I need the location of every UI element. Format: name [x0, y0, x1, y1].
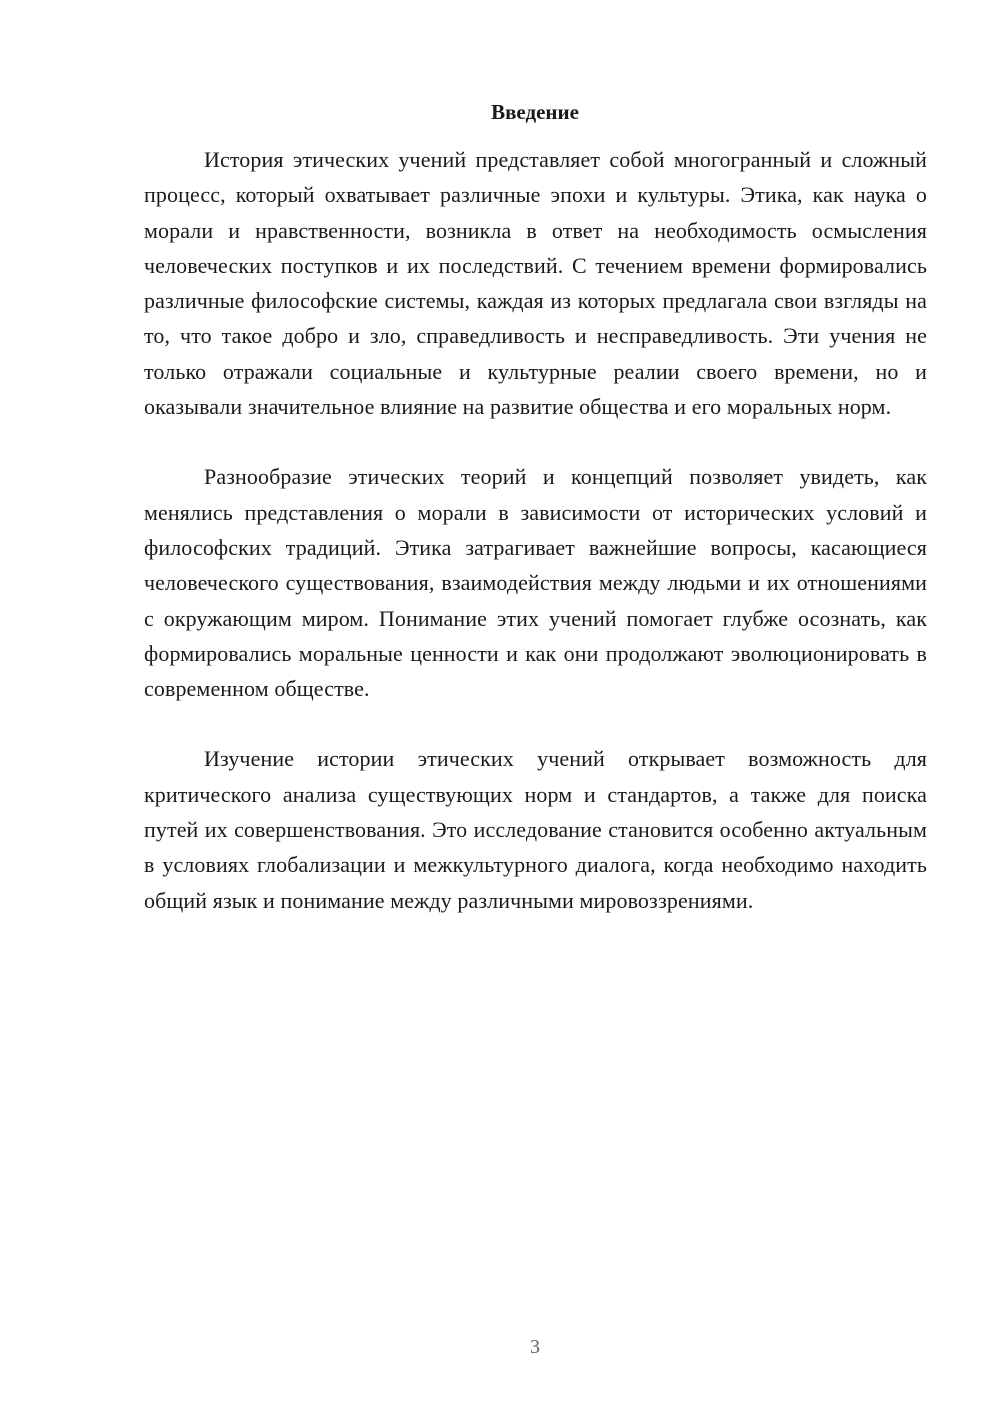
page-number: 3: [530, 1336, 540, 1358]
body-text: [144, 142, 927, 918]
paragraph-1: История этических учений представляет собой многогранный и сложный процесс, который охватывает различные эпохи и культуры. Этика, как наука о морали и нравственности, возникла в ответ на необходимость осмысления человеческих поступков и их последствий. С течением времени формировались различные философские системы, каждая из которых предлагала свои взгляды на то, что такое добро и зло, справедливость и несправедливость. Эти учения не только отражали социальные и культурные реалии своего времени, но и оказывали значительное влияние на развитие общества и его моральных норм.: [144, 147, 927, 420]
paragraph-3: Изучение истории этических учений открывает возможность для критического анализа существующих норм и стандартов, а также для поиска путей их совершенствования. Это исследование становится особенно актуальным в условиях глобализации и межкультурного диалога, когда необходимо находить общий язык и понимание между различными мировоззрениями.: [144, 746, 927, 913]
paragraph-2: Разнообразие этических теорий и концепций позволяет увидеть, как менялись представления о морали в зависимости от исторических условий и философских традиций. Этика затрагивает важнейшие вопросы, касающиеся человеческого существования, взаимодействия между людьми и их отношениями с окружающим миром. Понимание этих учений помогает глубже осознать, как формировались моральные ценности и как они продолжают эволюционировать в современном обществе.: [144, 464, 927, 702]
section-title: Введение: [491, 100, 579, 124]
